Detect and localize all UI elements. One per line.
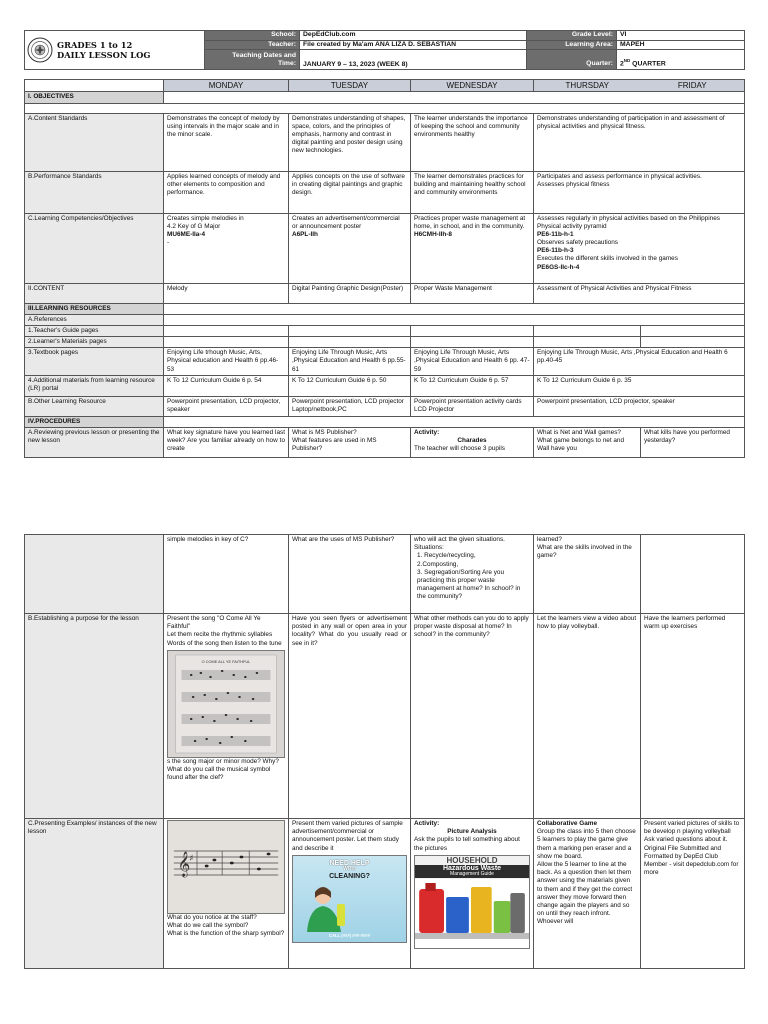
lesson-log-page-1 — [24, 30, 744, 458]
teacher-value: File created by Ma'am ANA LIZA D. SEBASTIAN — [300, 40, 527, 50]
grade-label: Grade Level: — [527, 31, 617, 41]
row-references: A.References — [25, 314, 745, 325]
section-procedures: IV.PROCEDURES — [25, 416, 745, 427]
poster-line-3: CLEANING? — [329, 872, 370, 880]
guide-title-1: HOUSEHOLD — [446, 855, 498, 865]
poster-phone: CALL (###) ###-#### — [329, 933, 370, 939]
quarter-label: Quarter: — [527, 58, 617, 69]
school-value: DepEdClub.com — [300, 31, 527, 41]
guide-title-2: Hazardous Waste — [415, 865, 529, 872]
staff-photo — [167, 820, 285, 914]
title-line-2: DAILY LESSON LOG — [57, 50, 151, 61]
area-label: Learning Area: — [527, 40, 617, 50]
cleaning-poster — [292, 855, 407, 943]
dates-value: JANUARY 9 – 13, 2023 (WEEK 8) — [300, 50, 527, 70]
day-tuesday: TUESDAY — [289, 80, 411, 92]
row-competencies: C.Learning Competencies/Objectives Creates simple melodies in 4.2 Key of G Major MU6ME-IIa-4 - Creates an advertisement/commercial or announcement poster A6PL-IIh Practices proper waste management at home, in school, and in the community. H6CMH-IIh-8 Assesses regularly in physical activities based on the Philippines Physical activity pyramid PE6-11b-h-1 Observes safety precautions PE6-11b-h-3 Executes the different skills involved in the games PE6GS-IIc-h-4 — [25, 213, 745, 283]
svg-text:♯: ♯ — [189, 853, 194, 865]
guide-title-3: Management Guide — [415, 872, 529, 877]
svg-text:𝄞: 𝄞 — [177, 851, 191, 878]
hazardous-waste-guide — [414, 855, 530, 949]
sheet-music-photo — [167, 650, 285, 758]
quarter-value: 2ND QUARTER — [617, 58, 745, 69]
lesson-table-1 — [24, 79, 745, 458]
row-learners-materials: 2.Learner's Materials pages — [25, 337, 745, 348]
day-wednesday: WEDNESDAY — [411, 80, 534, 92]
days-header-row — [25, 80, 745, 92]
row-teachers-guide: 1.Teacher's Guide pages — [25, 325, 745, 336]
day-friday: FRIDAY — [677, 80, 707, 90]
teacher-label: Teacher: — [205, 40, 300, 50]
row-performance-standards: B.Performance Standards Applies learned concepts of melody and other elements to composition and performance. Applies concepts on the use of software in creating digital paintings and graphic design. The learner demonstrates practices for building and maintaining healthy school and community environments Participates and assess performance in physical activities. Assesses physical fitness — [25, 171, 745, 213]
row-reviewing: A.Reviewing previous lesson or presenting the new lesson What key signature have you learned last week? Are you familiar already on how to create What is MS Publisher? What features are used in MS Publisher? Activity: Charades The teacher will choose 3 pupils What is Net and Wall games? What game belongs to net and Wall have you What kills have you performed yesterday? — [25, 428, 745, 458]
row-textbook: 3.Textbook pages Enjoying Life trhough Music, Arts, Physical education and Health 6 pp.46-53 Enjoying Life Through Music, Arts ,Physical Education and Health 6 pp.55-61 Enjoying Life Through Music, Arts ,Physical Education and Health 6 pp. 47-59 Enjoying Life Through Music, Arts ,Physical Education and Health 6 pp.40-45 — [25, 348, 745, 376]
poster-line-1: NEED HELP — [329, 859, 370, 867]
lesson-log-page-2 — [24, 534, 744, 969]
title-line-1: GRADES 1 to 12 — [57, 39, 133, 50]
row-presenting-examples: C.Presenting Examples/ instances of the new lesson 𝄞 ♯ What do you notice at the staff? What do we call the symbol? What is the function of the sharp symbol? Present them varied pictures of sample advertisement/commercial or announcement poster. Let them study and describe it NEED HELP WITH CLEANING? CALL (###) ###-#### Activity: Picture Analysis Ask the pupils to tell something about the pictures HOUSEHOLD Hazardous Waste Management Guide Collaborative Game Group the class into 5 then choose 5 learners to play the game give them a marking pen eraser and a show me board. Allow the 5 learner to line at the back. As a question then let them answer using the materials given to them and if they get the correct answer they move forward then change again the players and so on until they reach infront. Whoever will Present varied pictures of skills to be develop n playing volleyball Ask varied questions about it. Original File Submitted and Formatted by DepEd Club Member - visit depedclub.com for more — [25, 819, 745, 969]
area-value: MAPEH — [617, 40, 745, 50]
grade-value: VI — [617, 31, 745, 41]
row-other-resource: B.Other Learning Resource Powerpoint presentation, LCD projector, speaker Powerpoint presentation, LCD projector Laptop/netbook,PC Powerpoint presentation activity cards LCD Projector Powerpoint presentation, LCD projector, speaker — [25, 396, 745, 416]
row-content-standards: A.Content Standards Demonstrates the concept of melody by using intervals in the major scale and in the minor scale. Demonstrates understanding of shapes, space, colors, and the principles of emphasis, harmony and contrast in digital painting and poster design using new technologies. The learner understands the importance of keeping the school and community environments healthy Demonstrates understanding of participation in and assessment of physical activities and physical fitness. — [25, 113, 745, 171]
section-objectives: I. OBJECTIVES — [25, 92, 745, 103]
section-resources: III.LEARNING RESOURCES — [25, 303, 745, 314]
day-thursday: THURSDAY — [565, 80, 609, 90]
school-label: School: — [205, 31, 300, 41]
row-additional-materials: 4.Additional materials from learning resource (LR) portal K To 12 Curriculum Guide 6 p. 54 K To 12 Curriculum Guide 6 p. 50 K To 12 Curriculum Guide 6 p. 57 K To 12 Curriculum Guide 6 p. 35 — [25, 375, 745, 396]
poster-line-2: WITH — [343, 866, 356, 873]
lesson-table-2 — [24, 534, 745, 969]
deped-seal-icon — [27, 37, 53, 63]
row-establishing-purpose: B.Establishing a purpose for the lesson Present the song "O Come All Ye Faithful" Let them recite the rhythmic syllables Words of the song then listen to the tune O COME ALL YE FAITHFUL s the song major or minor mode? Why? What do you call the musical symbol found after the clef? Have you seen flyers or advertisement posted in any wall or open area in your locality? What do you usually read or see in it? What other methods can you do to apply proper waste disposal at home? In school? in the community? Let the learners view a video about how to play volleyball. Have the learners performed warm up exercises — [25, 614, 745, 819]
sheet-music-title: O COME ALL YE FAITHFUL — [201, 658, 251, 664]
row-content: II.CONTENT Melody Digital Painting Graphic Design(Poster) Proper Waste Management Assessment of Physical Activities and Physical Fitness — [25, 283, 745, 303]
day-monday: MONDAY — [164, 80, 289, 92]
header-table — [24, 30, 745, 70]
dates-label: Teaching Dates and Time: — [205, 50, 300, 70]
row-reviewing-continued: simple melodies in key of C? What are the uses of MS Publisher? who will act the given situations. Situations: 1. Recycle/recycling, 2.Composting, 3. Segregation/Sorting Are you practicing this proper waste management at home? In school? in the community? learned? What are the skills involved in the game? — [25, 535, 745, 614]
header-title-cell — [25, 31, 205, 70]
